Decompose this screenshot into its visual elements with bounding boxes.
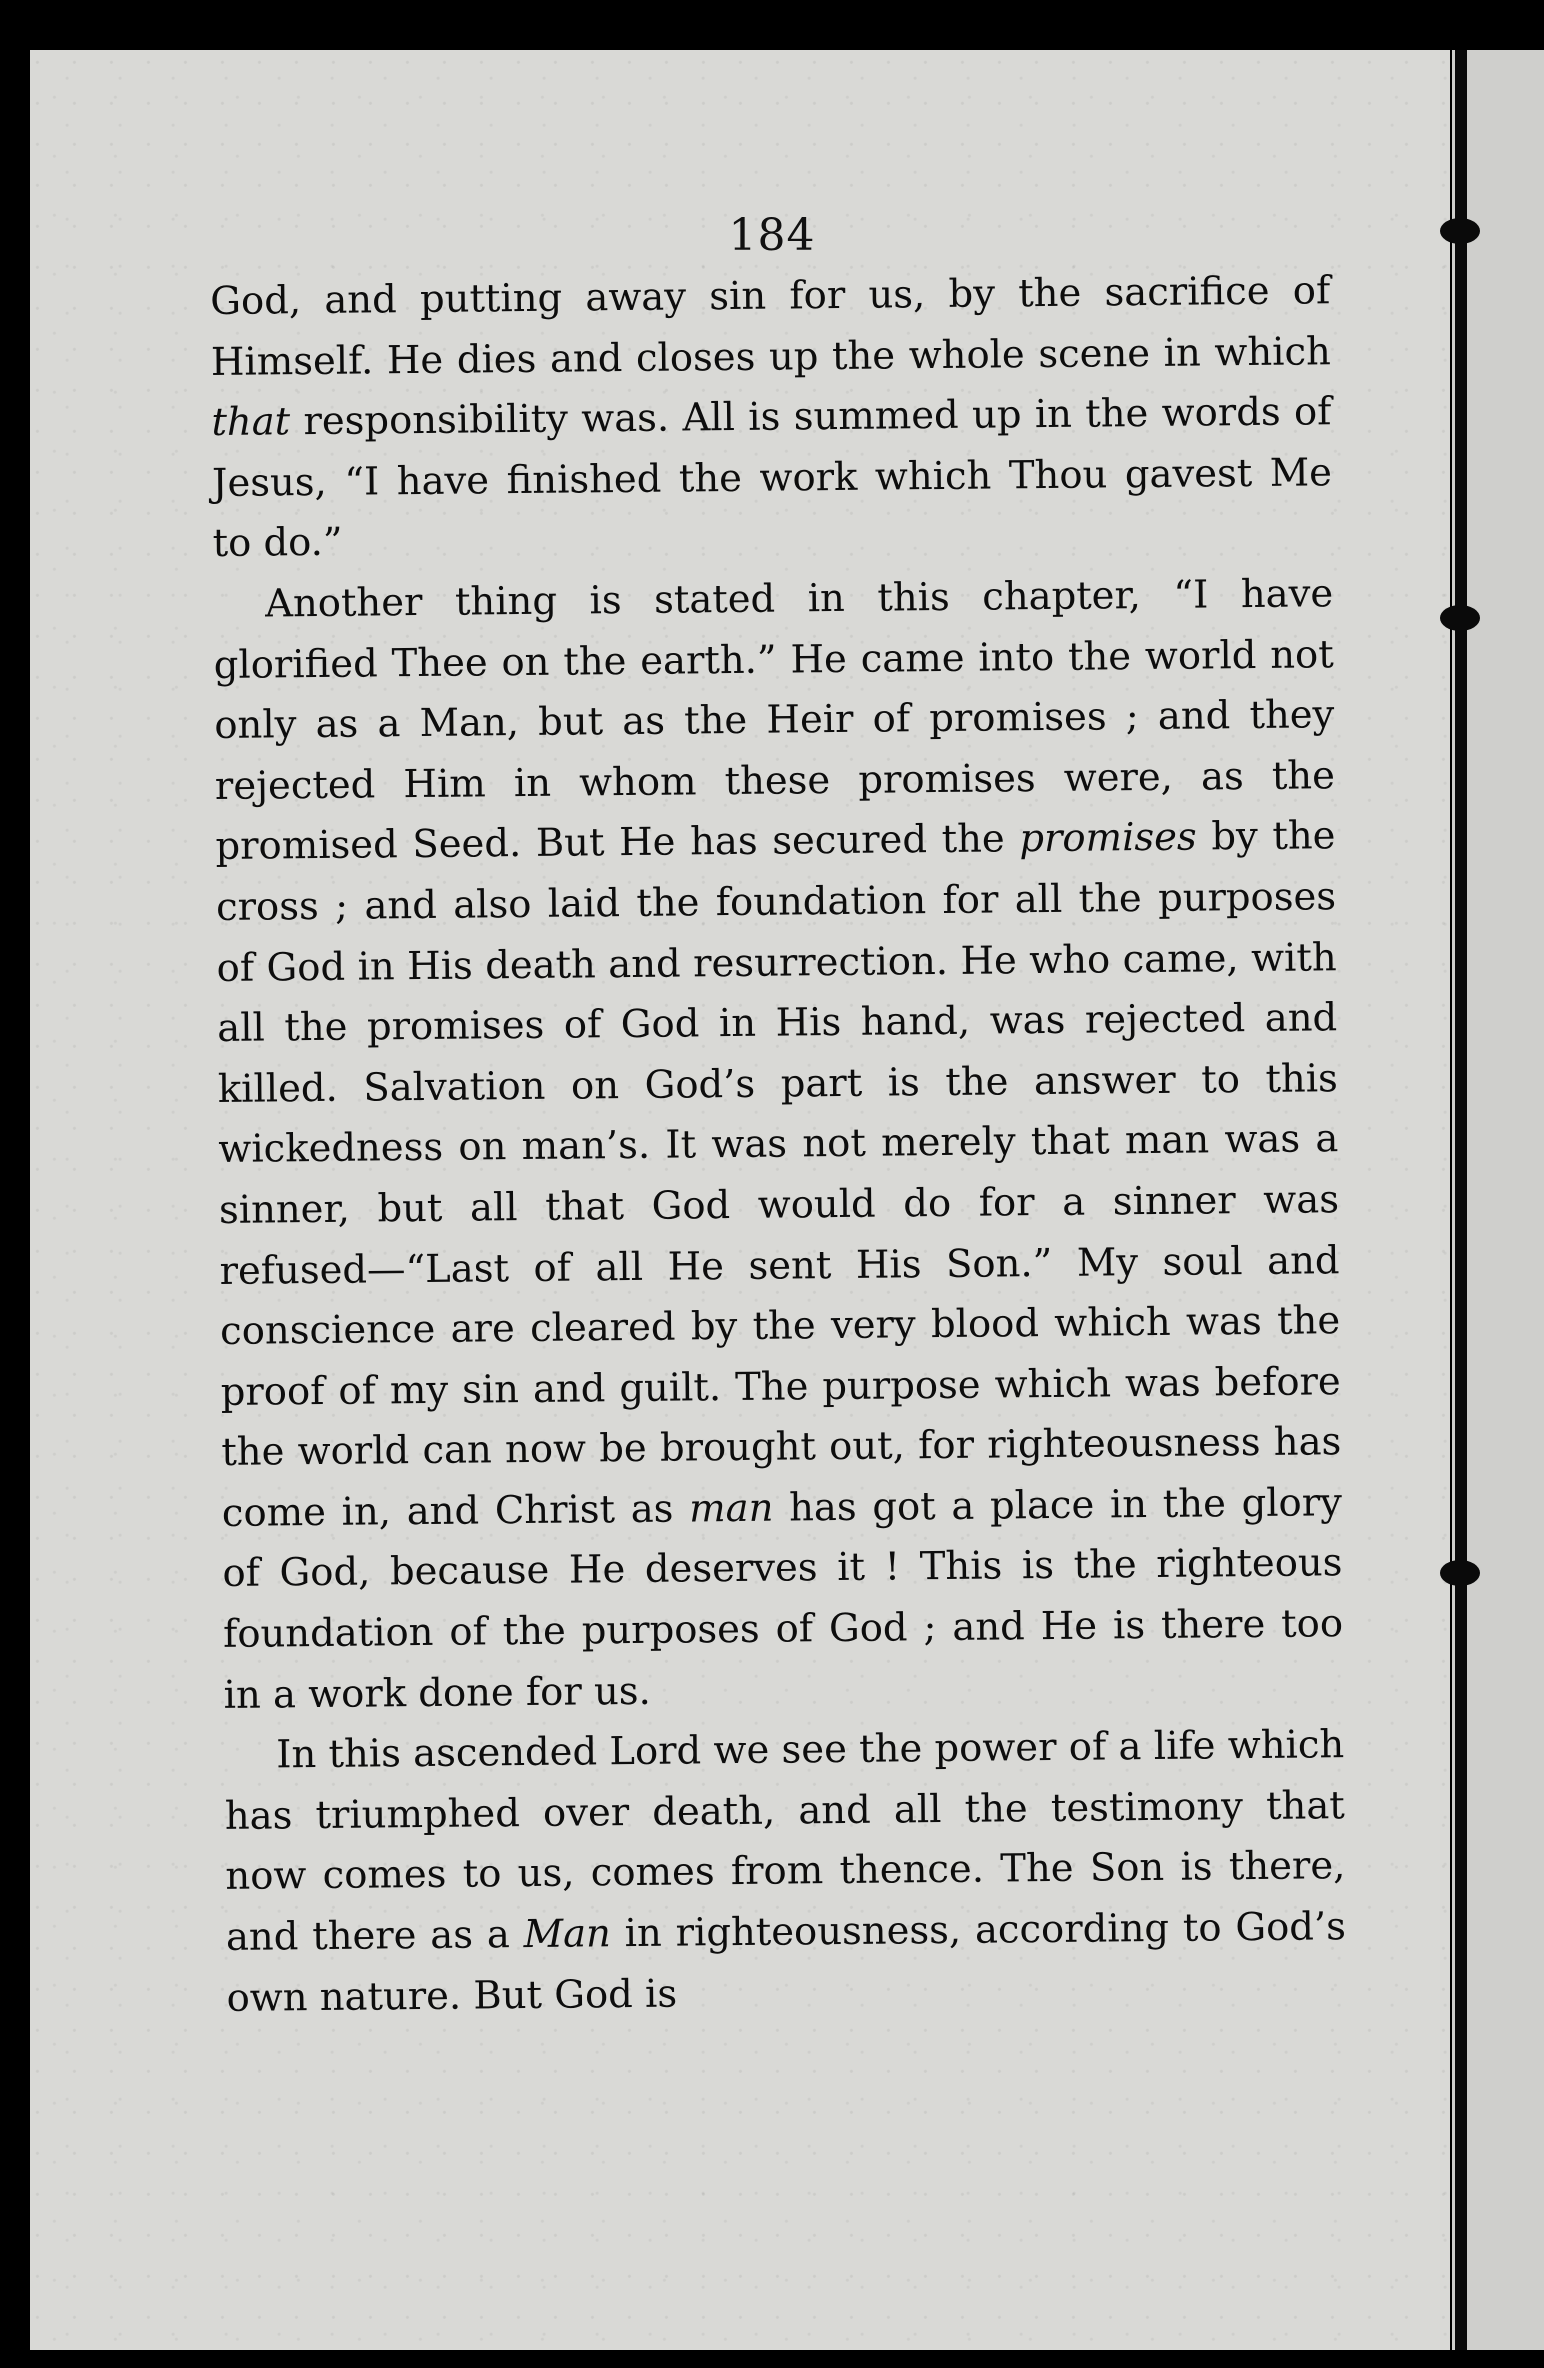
emphasized-text: that — [211, 399, 291, 446]
emphasized-text: man — [688, 1485, 774, 1532]
text-run: Another thing is stated in this chapter, “I have glorified Thee on the earth.” He came into the world not only as a Man, but as the Heir of promises ; and they rejected Him in whom these promises were, as the promised Seed. But He has secured the — [213, 571, 1336, 870]
emphasized-text: promises — [1019, 814, 1197, 862]
page-number: 184 — [728, 210, 816, 261]
text-run: by the cross ; and also laid the foundation for all the purposes of God in His death and resurrection. He who came, with all the promises of God in His hand, was rejected and killed. Salvation on God’s part is the answer to this wickedness on man’s. It was not merely that man was a sinner, but all that God would do for a sinner was refused—“Last of all He sent His Son.” My soul and conscience are cleared by the very blood which was the proof of my sin and guilt. The purpose which was before the world can now be brought out, for righteousness has come in, and Christ as — [215, 813, 1342, 1536]
binding-mark-middle — [1440, 605, 1480, 631]
text-run: in righteousness, according to God’s own nature. But God is — [226, 1904, 1347, 2021]
text-run: has got a place in the glory of God, because He deserves it ! This is the righteous foundation of the purposes of God ; and He is there too in a work done for us. — [222, 1480, 1344, 1718]
emphasized-text: Man — [523, 1911, 612, 1958]
text-run: In this ascended Lord we see the power of a life which has triumphed over death, and all the testimony that now comes to us, comes from thence. The Son is there, and there as a — [224, 1722, 1346, 1960]
text-run: responsibility was. All is summed up in the words of Jesus, “I have finished the work which Thou gavest Me to do.” — [211, 389, 1333, 567]
body-text — [210, 261, 1347, 2029]
binding-mark-lower — [1440, 1560, 1480, 1586]
text-run: God, and putting away sin for us, by the sacrifice of Himself. He dies and closes up the whole scene in which — [210, 268, 1332, 385]
paragraph — [213, 564, 1344, 1726]
binding-line — [1455, 50, 1467, 2350]
paragraph — [210, 261, 1333, 575]
paragraph — [224, 1715, 1347, 2029]
